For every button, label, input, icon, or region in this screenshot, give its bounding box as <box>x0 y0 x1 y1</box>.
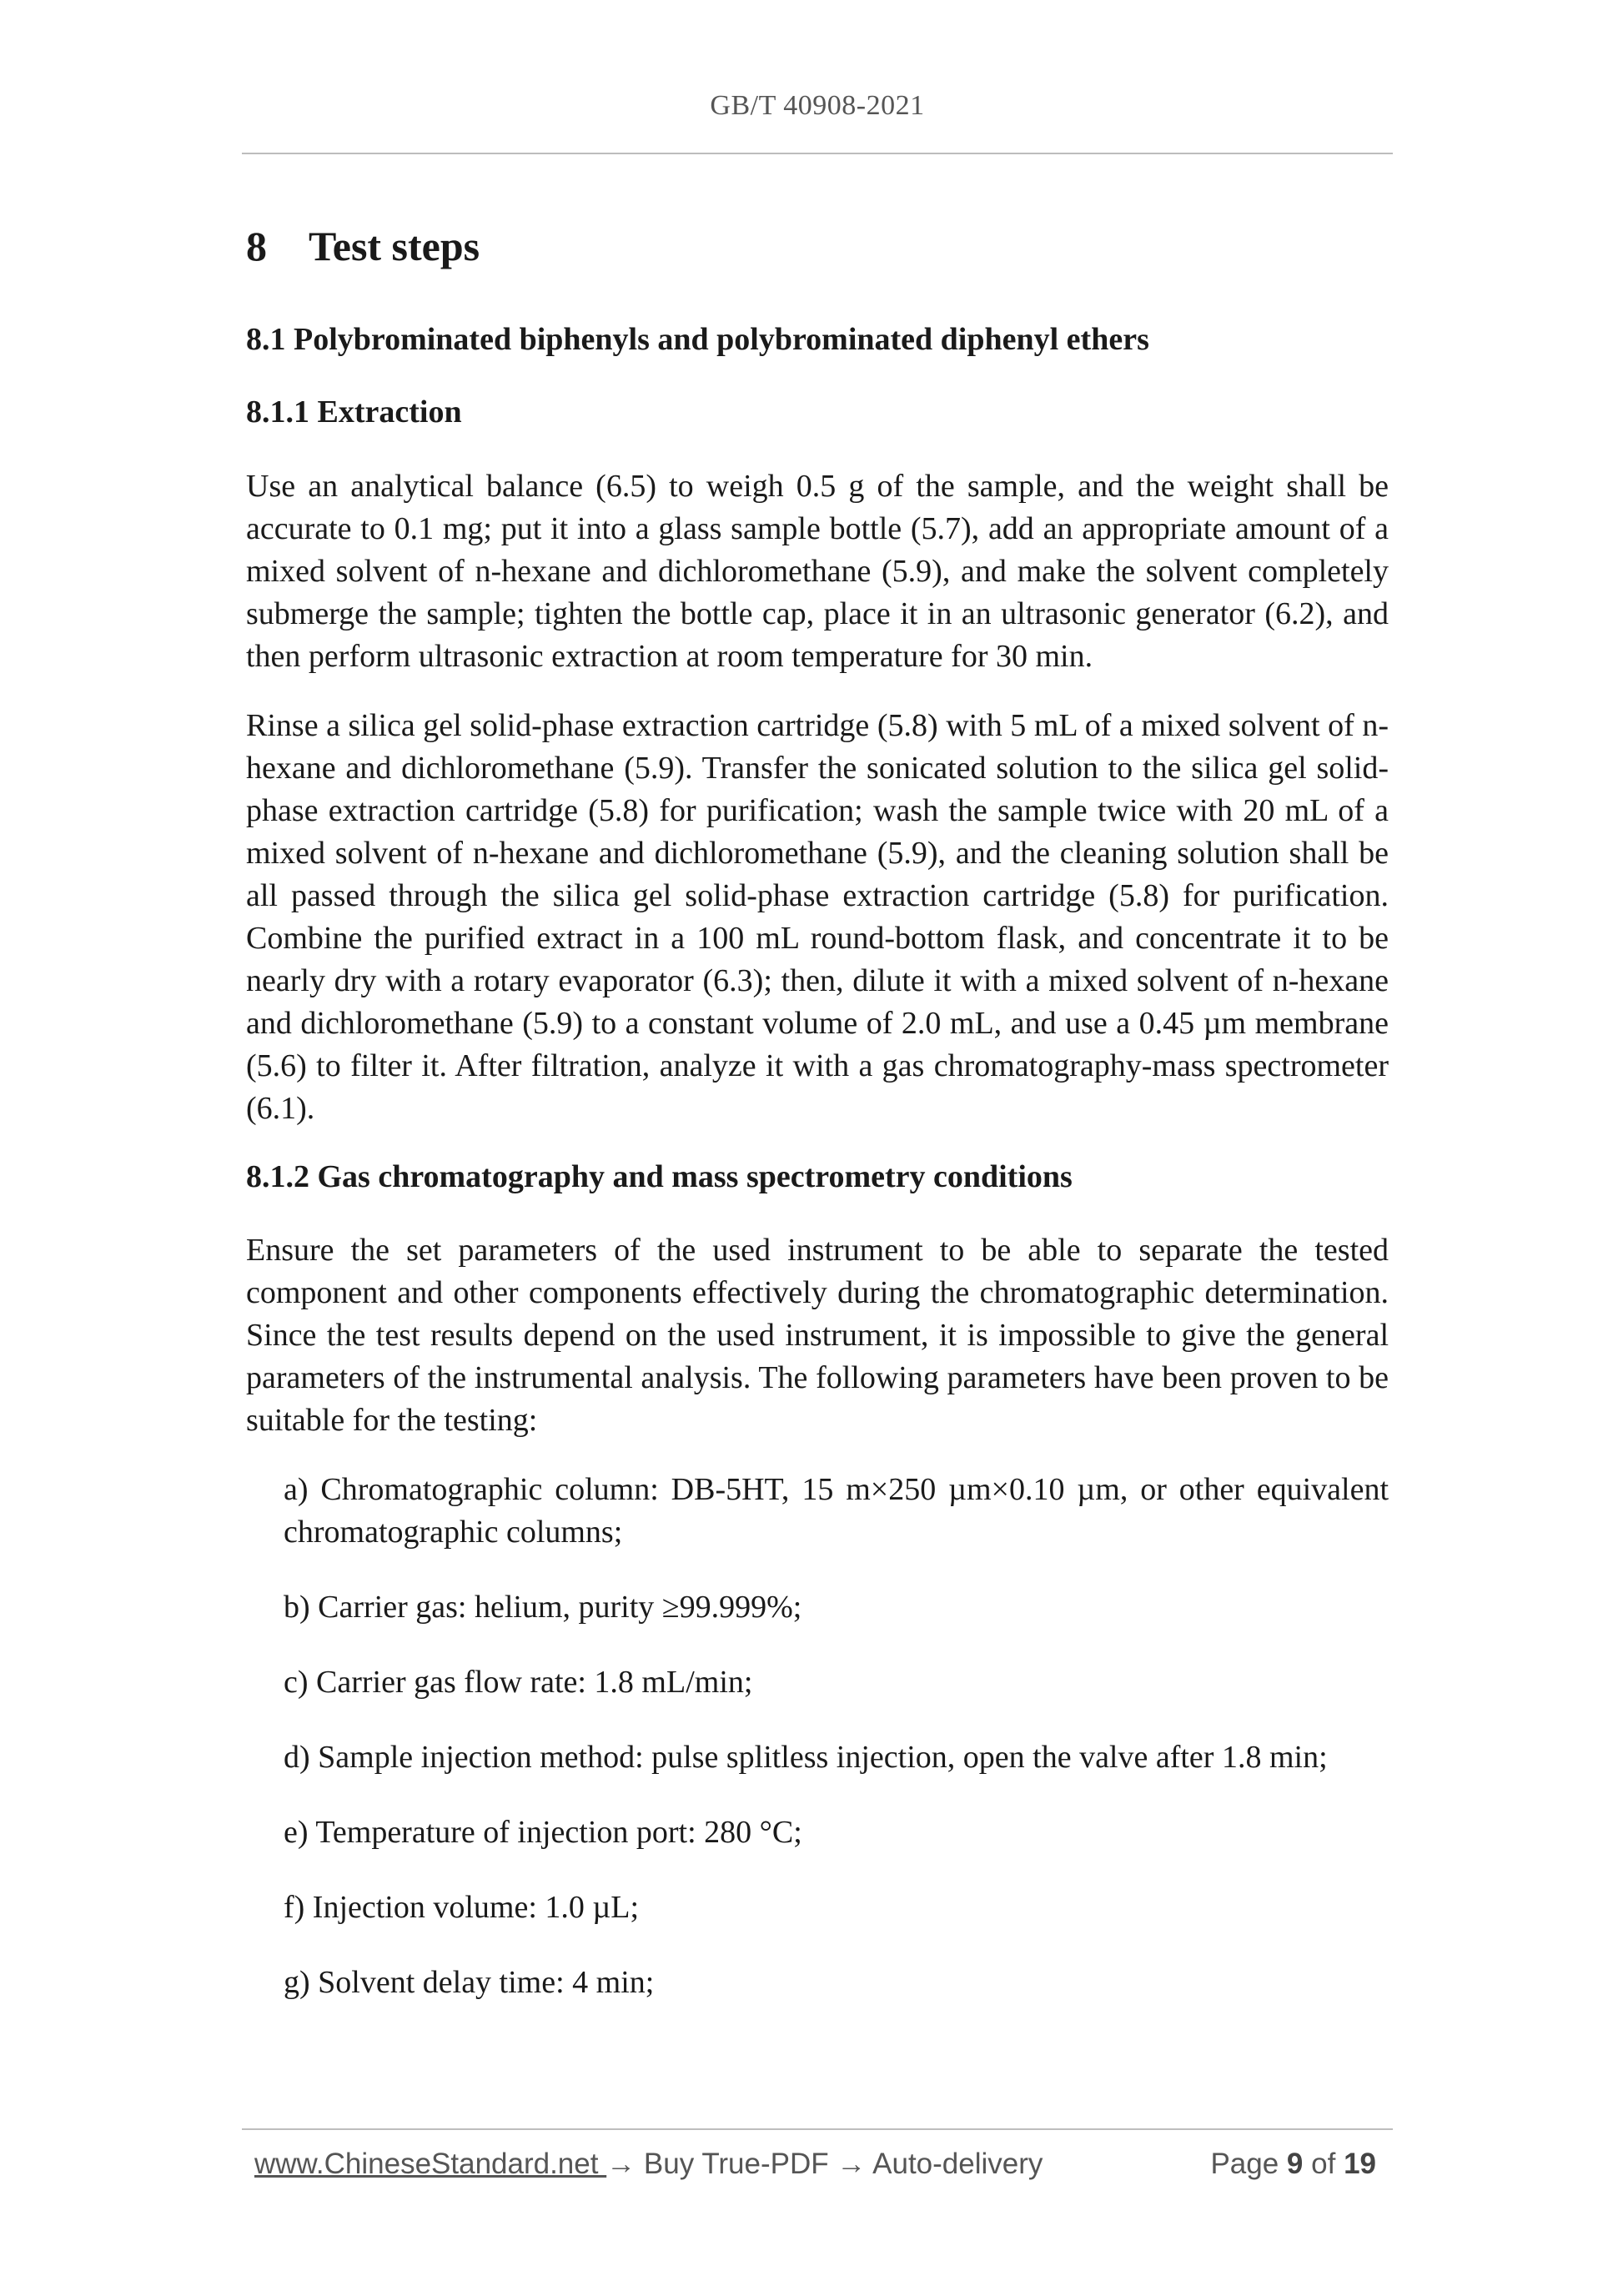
website-link[interactable]: www.ChineseStandard.net <box>254 2148 607 2180</box>
page-label: Page <box>1210 2148 1279 2180</box>
parameter-item: g) Solvent delay time: 4 min; <box>284 1965 655 2001</box>
current-page-number: 9 <box>1286 2148 1304 2180</box>
page-footer <box>254 2148 1376 2181</box>
subsection-8-1-1-title: 8.1.1 Extraction <box>246 394 462 430</box>
gcms-parameter-list <box>246 1469 1389 2004</box>
total-page-number: 19 <box>1344 2148 1376 2180</box>
parameter-item: f) Injection volume: 1.0 µL; <box>284 1890 640 1926</box>
page-header-standard-code: GB/T 40908-2021 <box>710 90 925 121</box>
extraction-paragraph-1: Use an analytical balance (6.5) to weigh 0.5 g of the sample, and the weight shall be accurate to 0.1 mg; put it into a glass sample bottle (5.7), add an appropriate amount of a mixed solvent of n-hexane and dichloromethane (5.9), and make the solvent completely submerge the sample; tighten the bottle cap, place it in an ultrasonic generator (6.2), and then perform ultrasonic extraction at room temperature for 30 min. <box>246 468 1389 674</box>
footer-divider <box>242 2128 1393 2130</box>
page-content <box>246 221 1389 2037</box>
subsection-8-1-title: 8.1 Polybrominated biphenyls and polybrominated diphenyl ethers <box>246 322 1149 357</box>
header-divider <box>242 153 1393 154</box>
footer-promo-text: → Buy True-PDF → Auto-delivery <box>606 2148 1043 2180</box>
section-number: 8 <box>246 223 267 269</box>
parameter-item: b) Carrier gas: helium, purity ≥99.999%; <box>284 1590 802 1625</box>
parameter-item: d) Sample injection method: pulse splitless injection, open the valve after 1.8 min; <box>284 1740 1328 1776</box>
subsection-8-1-2-title: 8.1.2 Gas chromatography and mass spectrometry conditions <box>246 1158 1073 1194</box>
gcms-intro-paragraph: Ensure the set parameters of the used instrument to be able to separate the tested component and other components effectively during the chromatographic determination. Since the test results depend on the used instrument, it is impossible to give the general parameters of the instrumental analysis. The following parameters have been proven to be suitable for the testing: <box>246 1233 1389 1439</box>
parameter-item: a) Chromatographic column: DB-5HT, 15 m×250 µm×0.10 µm, or other equivalent chromatographic columns; <box>284 1472 1389 1550</box>
section-title <box>246 221 1389 271</box>
page-of-label: of <box>1311 2148 1336 2180</box>
parameter-item: c) Carrier gas flow rate: 1.8 mL/min; <box>284 1665 753 1701</box>
parameter-item: e) Temperature of injection port: 280 °C; <box>284 1815 802 1851</box>
section-title-text: Test steps <box>309 223 480 269</box>
extraction-paragraph-2: Rinse a silica gel solid-phase extraction cartridge (5.8) with 5 mL of a mixed solvent of n-hexane and dichloromethane (5.9). Transfer the sonicated solution to the silica gel solid-phase extraction cartridge (5.8) for purification; wash the sample twice with 20 mL of a mixed solvent of n-hexane and dichloromethane (5.9), and the cleaning solution shall be all passed through the silica gel solid-phase extraction cartridge (5.8) for purification. Combine the purified extract in a 100 mL round-bottom flask, and concentrate it to be nearly dry with a rotary evaporator (6.3); then, dilute it with a mixed solvent of n-hexane and dichloromethane (5.9) to a constant volume of 2.0 mL, and use a 0.45 µm membrane (5.6) to filter it. After filtration, analyze it with a gas chromatography-mass spectrometer (6.1). <box>246 707 1389 1126</box>
page-number-indicator <box>1210 2148 1376 2181</box>
